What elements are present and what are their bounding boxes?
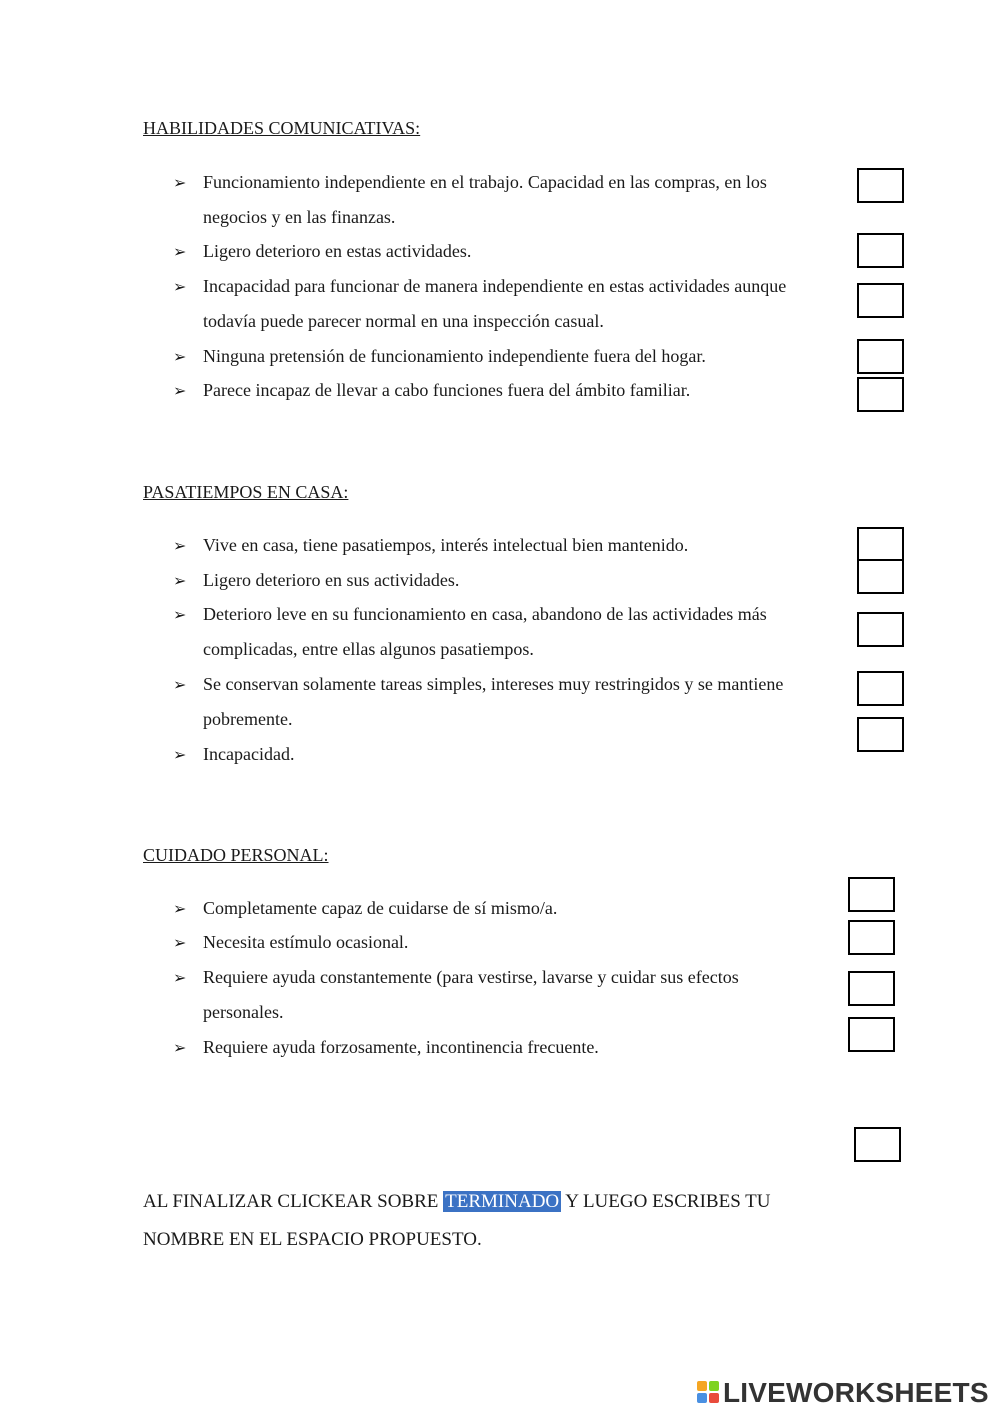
answer-box[interactable] (857, 233, 904, 268)
arrow-bullet-icon: ➢ (173, 1038, 187, 1057)
answer-box[interactable] (857, 612, 904, 647)
arrow-bullet-icon: ➢ (173, 173, 187, 192)
list-item: ➢ Parece incapaz de llevar a cabo funciones fuera del ámbito familiar. (173, 373, 873, 408)
arrow-bullet-icon: ➢ (173, 675, 187, 694)
answer-box[interactable] (854, 1127, 901, 1162)
liveworksheets-logo-icon (697, 1381, 721, 1405)
arrow-bullet-icon: ➢ (173, 605, 187, 624)
arrow-bullet-icon: ➢ (173, 277, 187, 296)
section-heading-habilidades: HABILIDADES COMUNICATIVAS: (143, 118, 421, 138)
arrow-bullet-icon: ➢ (173, 381, 187, 400)
list-item: ➢ Funcionamiento independiente en el trabajo. Capacidad en las compras, en los negocios y en las finanzas. (173, 165, 873, 235)
answer-box[interactable] (848, 877, 895, 912)
list-item: ➢ Deterioro leve en su funcionamiento en casa, abandono de las actividades más complicadas, entre ellas algunos pasatiempos. (173, 597, 873, 667)
section-heading-pasatiempos: PASATIEMPOS EN CASA: (143, 482, 349, 502)
list-item: ➢ Completamente capaz de cuidarse de sí mismo/a. (173, 891, 873, 926)
logo-text: LIVEWORKSHEETS (723, 1377, 989, 1408)
list-item: ➢ Requiere ayuda forzosamente, incontinencia frecuente. (173, 1030, 873, 1065)
list-item: ➢ Ninguna pretensión de funcionamiento independiente fuera del hogar. (173, 339, 873, 374)
answer-box[interactable] (857, 559, 904, 594)
section-heading-cuidado: CUIDADO PERSONAL: (143, 845, 329, 865)
list-item: ➢ Requiere ayuda constantemente (para vestirse, lavarse y cuidar sus efectos personales. (173, 960, 873, 1030)
answer-box[interactable] (857, 168, 904, 203)
liveworksheets-logo (697, 1377, 989, 1409)
arrow-bullet-icon: ➢ (173, 968, 187, 987)
arrow-bullet-icon: ➢ (173, 899, 187, 918)
answer-box[interactable] (857, 717, 904, 752)
answer-box[interactable] (857, 671, 904, 706)
list-item: ➢ Se conservan solamente tareas simples, intereses muy restringidos y se mantiene pobremente. (173, 667, 873, 737)
terminado-link[interactable]: TERMINADO (445, 1191, 560, 1212)
answer-box[interactable] (848, 971, 895, 1006)
arrow-bullet-icon: ➢ (173, 745, 187, 764)
list-item: ➢ Ligero deterioro en estas actividades. (173, 234, 873, 269)
list-item: ➢ Necesita estímulo ocasional. (173, 925, 873, 960)
arrow-bullet-icon: ➢ (173, 347, 187, 366)
answer-box[interactable] (857, 339, 904, 374)
answer-box[interactable] (857, 377, 904, 412)
final-instruction-line2: NOMBRE EN EL ESPACIO PROPUESTO. (143, 1229, 482, 1250)
arrow-bullet-icon: ➢ (173, 933, 187, 952)
answer-box[interactable] (848, 1017, 895, 1052)
arrow-bullet-icon: ➢ (173, 242, 187, 261)
answer-box[interactable] (848, 920, 895, 955)
final-instruction: AL FINALIZAR CLICKEAR SOBRE TERMINADO Y LUEGO ESCRIBES TU (143, 1191, 771, 1212)
answer-box[interactable] (857, 283, 904, 318)
arrow-bullet-icon: ➢ (173, 536, 187, 555)
arrow-bullet-icon: ➢ (173, 571, 187, 590)
list-item: ➢ Incapacidad para funcionar de manera independiente en estas actividades aunque todavía puede parecer normal en una inspección casual. (173, 269, 873, 339)
list-item: ➢ Ligero deterioro en sus actividades. (173, 563, 873, 598)
list-item: ➢ Vive en casa, tiene pasatiempos, interés intelectual bien mantenido. (173, 528, 873, 563)
answer-box[interactable] (857, 527, 904, 562)
list-item: ➢ Incapacidad. (173, 737, 873, 772)
